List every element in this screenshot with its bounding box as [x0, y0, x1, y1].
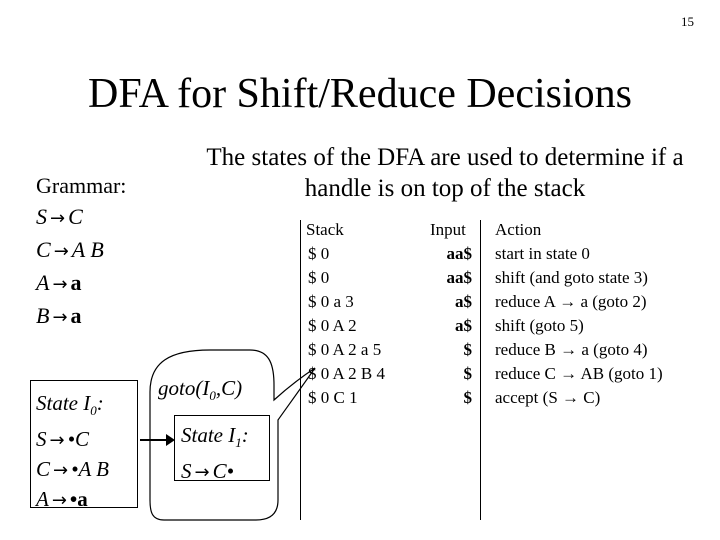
rule-rhs: C [68, 204, 83, 229]
arrow-icon: → [53, 241, 69, 262]
table-row-stack: $ 0 [308, 268, 330, 287]
table-divider-right [480, 220, 481, 520]
header-input: Input [430, 220, 466, 239]
grammar-rule-4 [36, 300, 126, 333]
state-i0-item-2: C → •A B [36, 457, 109, 482]
rule-lhs: C [36, 237, 51, 262]
rule-lhs: A [36, 270, 50, 295]
table-row-input: $ [463, 364, 472, 383]
rule-rhs: a [70, 303, 82, 328]
arrow-icon: → [194, 462, 210, 484]
table-row-action: start in state 0 [495, 244, 590, 263]
table-row-stack: $ 0 A 2 B 4 [308, 364, 385, 383]
rule-lhs: B [36, 303, 50, 328]
rule-rhs: A B [71, 237, 104, 262]
state-i0-item-1: S → •C [36, 427, 89, 452]
table-row-action: reduce C → AB (goto 1) [495, 364, 663, 383]
table-row-input: $ [463, 388, 472, 407]
table-row-action: reduce A → a (goto 2) [495, 292, 647, 311]
arrow-icon: → [51, 490, 67, 512]
slide-title: DFA for Shift/Reduce Decisions [88, 71, 632, 117]
rule-lhs: S [36, 204, 47, 229]
state-i0-item-3: A → •a [36, 487, 88, 512]
table-row-stack: $ 0 a 3 [308, 292, 354, 311]
grammar-rule-3 [36, 267, 126, 300]
table-divider-left [300, 220, 301, 520]
arrow-icon: → [50, 208, 66, 229]
arrow-icon: → [49, 430, 65, 452]
page-number: 15 [681, 14, 694, 29]
table-row-input: a$ [455, 316, 472, 335]
rule-rhs: a [70, 270, 82, 295]
table-row-action: shift (goto 5) [495, 316, 584, 335]
state-i0-box [30, 380, 138, 512]
goto-label: $goto(I_0,C)$ [158, 376, 243, 404]
state-i1-item-1: S → C• [181, 459, 234, 484]
table-row-stack: $ 0 [308, 244, 330, 263]
slide-subtitle: The states of the DFA are used to determine if a handle is on top of the stack [206, 144, 684, 202]
state-i1-box [174, 415, 270, 484]
state-i0-label: State $I_0$: [36, 391, 104, 419]
table-row-input: $ [463, 340, 472, 359]
grammar-block [36, 170, 126, 333]
table-row-action: shift (and goto state 3) [495, 268, 648, 287]
header-stack: Stack [306, 220, 344, 239]
table-row-action: reduce B → a (goto 4) [495, 340, 648, 359]
table-row-input: a$ [455, 292, 472, 311]
header-action: Action [495, 220, 542, 239]
grammar-label: Grammar: [36, 173, 127, 198]
arrow-icon: → [53, 460, 69, 482]
grammar-rule-1 [36, 201, 126, 234]
state-i1-label: State $I_1$: [181, 423, 249, 451]
table-row-action: accept (S → C) [495, 388, 601, 407]
arrow-icon: → [52, 307, 68, 328]
table-row-stack: $ 0 A 2 [308, 316, 357, 335]
grammar-rule-2 [36, 234, 126, 267]
arrow-icon: → [52, 274, 68, 295]
table-row-stack: $ 0 C 1 [308, 388, 358, 407]
table-row-input: aa$ [446, 244, 472, 263]
table-row-stack: $ 0 A 2 a 5 [308, 340, 382, 359]
table-row-input: aa$ [446, 268, 472, 287]
